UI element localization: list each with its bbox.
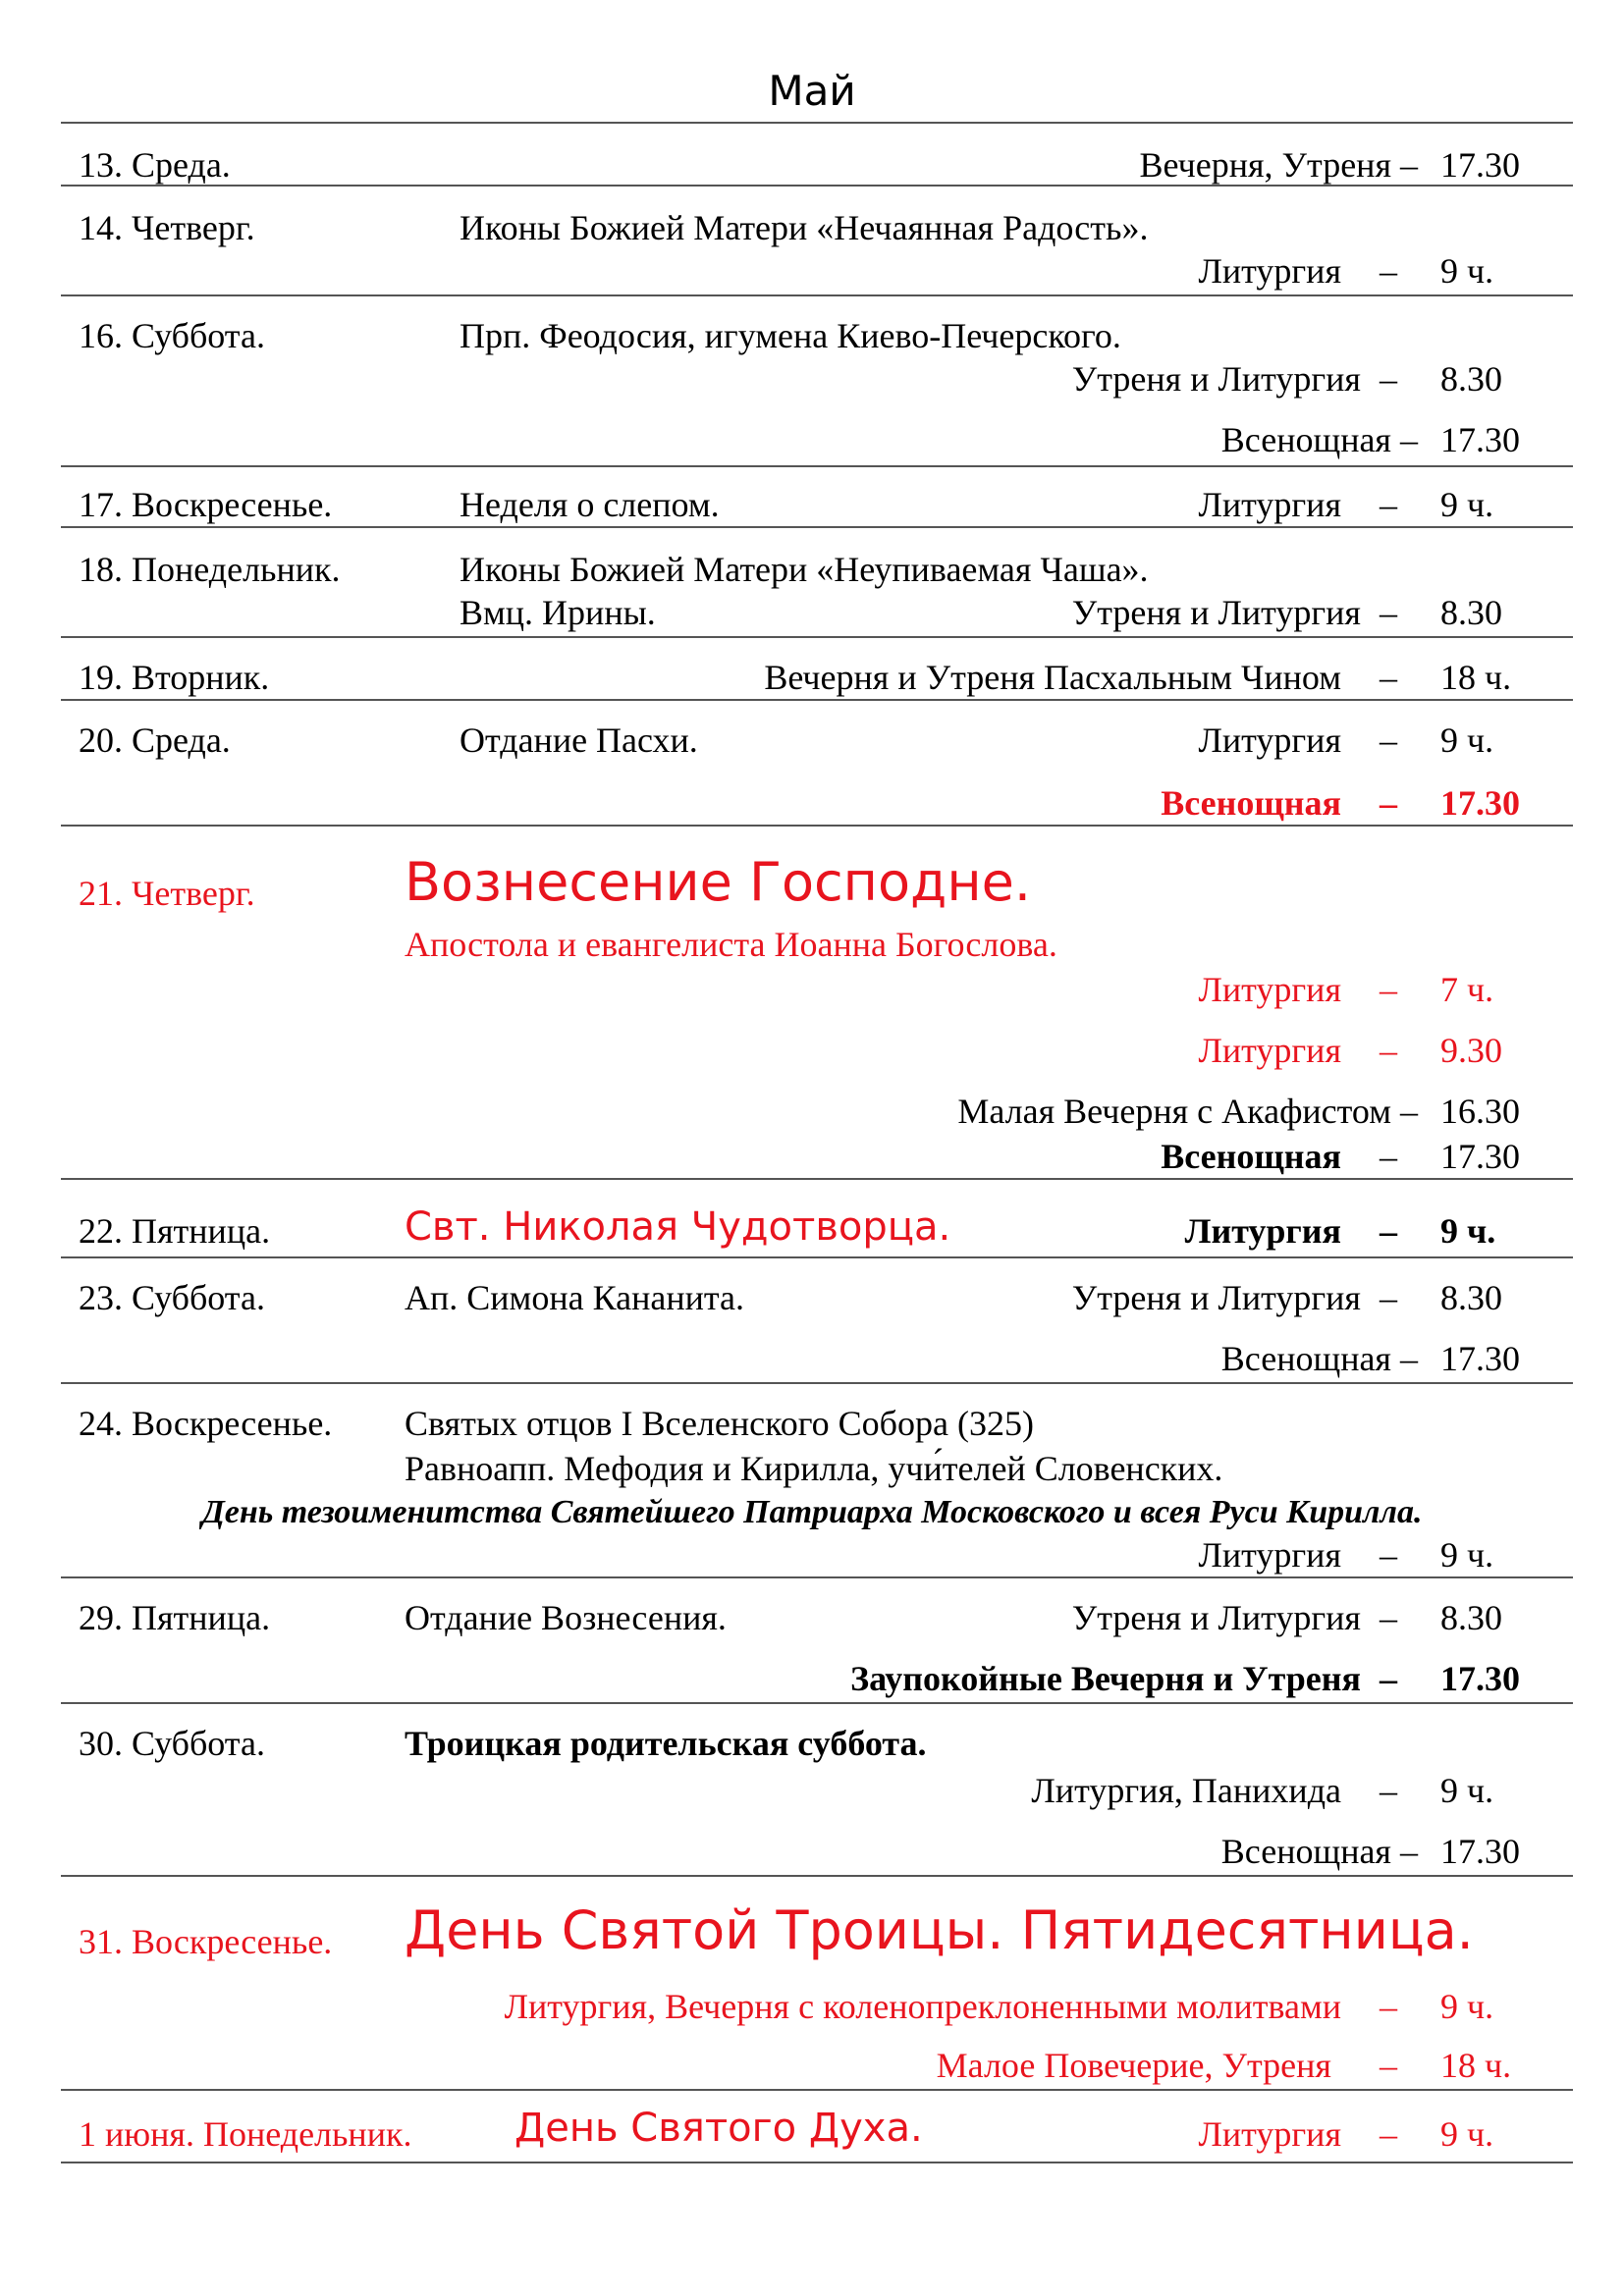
service-dash: – (1380, 485, 1397, 524)
service-label: Литургия (1184, 1211, 1341, 1251)
divider (61, 1576, 1573, 1578)
day-label: 14. Четверг. (79, 208, 255, 247)
commemoration: Иконы Божией Матери «Нечаянная Радость». (460, 208, 1149, 247)
divider (61, 294, 1573, 296)
divider (61, 526, 1573, 528)
feast-note: День тезоименитства Святейшего Патриарха Московского и всея Руси Кирилла. (201, 1494, 1423, 1530)
service-label: Литургия (1198, 1031, 1341, 1070)
service-time: 9 ч. (1440, 2114, 1494, 2154)
day-label: 21. Четверг. (79, 874, 255, 913)
commemoration-second: Равноапп. Мефодия и Кирилла, учи́телей Словенских. (405, 1449, 1223, 1488)
service-label: Литургия (1198, 1535, 1341, 1575)
service-dash: – (1380, 1278, 1397, 1317)
commemoration: Святых отцов I Вселенского Собора (325) (405, 1404, 1034, 1443)
service-time: 17.30 (1440, 1832, 1520, 1871)
service-label: Литургия (1198, 251, 1341, 291)
service-time: 17.30 (1440, 783, 1520, 823)
service-time: 18 ч. (1440, 658, 1512, 697)
feast-title: День Святого Духа. (514, 2106, 923, 2151)
divider (61, 636, 1573, 638)
service-dash: – (1380, 359, 1397, 399)
day-label: 18. Понедельник. (79, 550, 341, 589)
month-title: Май (768, 67, 856, 115)
service-label: Литургия (1198, 485, 1341, 524)
service-label: Вечерня, Утреня – (1139, 145, 1418, 185)
commemoration-second: Вмц. Ирины. (460, 593, 656, 632)
service-label: Утреня и Литургия (1071, 593, 1361, 632)
service-label: Утреня и Литургия (1071, 1278, 1361, 1317)
service-dash: – (1380, 970, 1397, 1009)
day-label: 16. Суббота. (79, 316, 265, 355)
service-label: Заупокойные Вечерня и Утреня (850, 1659, 1361, 1698)
service-label: Литургия, Вечерня с коленопреклоненными молитвами (504, 1987, 1341, 2026)
service-time: 17.30 (1440, 1137, 1520, 1176)
commemoration: Троицкая родительская суббота. (405, 1724, 927, 1763)
service-label: Литургия, Панихида (1031, 1771, 1341, 1810)
service-dash: – (1380, 658, 1397, 697)
divider (61, 185, 1573, 187)
service-label: Всенощная (1161, 1137, 1341, 1176)
commemoration: Ап. Симона Кананита. (405, 1278, 745, 1317)
divider (61, 465, 1573, 467)
service-time: 9 ч. (1440, 1535, 1494, 1575)
service-dash: – (1380, 1031, 1397, 1070)
divider (61, 1382, 1573, 1384)
service-dash: – (1380, 2114, 1397, 2154)
service-time: 9 ч. (1440, 485, 1494, 524)
service-label: Вечерня и Утреня Пасхальным Чином (764, 658, 1341, 697)
commemoration: Неделя о слепом. (460, 485, 720, 524)
service-label: Малая Вечерня с Акафистом – (957, 1092, 1418, 1131)
service-label: Всенощная (1161, 783, 1341, 823)
service-time: 9 ч. (1440, 251, 1494, 291)
commemoration: Иконы Божией Матери «Неупиваемая Чаша». (460, 550, 1149, 589)
service-time: 9 ч. (1440, 721, 1494, 760)
service-dash: – (1380, 1987, 1397, 2026)
divider (61, 825, 1573, 827)
feast-title: Вознесение Господне. (405, 851, 1032, 913)
service-label: Утреня и Литургия (1071, 1598, 1361, 1637)
day-label: 29. Пятница. (79, 1598, 271, 1637)
service-time: 16.30 (1440, 1092, 1520, 1131)
service-dash: – (1380, 1211, 1397, 1251)
divider (61, 1875, 1573, 1877)
service-dash: – (1380, 1771, 1397, 1810)
service-time: 17.30 (1440, 145, 1520, 185)
service-label: Утреня и Литургия (1071, 359, 1361, 399)
service-label: Всенощная – (1220, 420, 1418, 459)
divider (61, 1256, 1573, 1258)
service-dash: – (1380, 2046, 1397, 2085)
divider (61, 122, 1573, 124)
service-label: Всенощная – (1220, 1339, 1418, 1378)
day-label: 17. Воскресенье. (79, 485, 333, 524)
service-dash: – (1380, 783, 1397, 823)
day-label: 22. Пятница. (79, 1211, 271, 1251)
service-dash: – (1380, 721, 1397, 760)
service-time: 8.30 (1440, 1278, 1502, 1317)
service-label: Малое Повечерие, Утреня (936, 2046, 1331, 2085)
service-time: 7 ч. (1440, 970, 1494, 1009)
service-dash: – (1380, 1137, 1397, 1176)
divider (61, 2162, 1573, 2163)
service-time: 8.30 (1440, 359, 1502, 399)
day-label: 13. Среда. (79, 145, 231, 185)
service-label: Литургия (1198, 970, 1341, 1009)
day-label: 30. Суббота. (79, 1724, 265, 1763)
service-time: 18 ч. (1440, 2046, 1512, 2085)
divider (61, 1702, 1573, 1704)
divider (61, 1178, 1573, 1180)
day-label: 20. Среда. (79, 721, 231, 760)
service-time: 9.30 (1440, 1031, 1502, 1070)
service-dash: – (1380, 1659, 1397, 1698)
day-label: 31. Воскресенье. (79, 1922, 333, 1961)
service-time: 8.30 (1440, 593, 1502, 632)
divider (61, 699, 1573, 701)
day-label: 24. Воскресенье. (79, 1404, 333, 1443)
service-label: Литургия (1198, 721, 1341, 760)
commemoration: Отдание Пасхи. (460, 721, 698, 760)
day-label: 23. Суббота. (79, 1278, 265, 1317)
service-time: 9 ч. (1440, 1987, 1494, 2026)
divider (61, 2089, 1573, 2091)
service-time: 17.30 (1440, 1339, 1520, 1378)
service-dash: – (1380, 1598, 1397, 1637)
service-label: Литургия (1198, 2114, 1341, 2154)
feast-title: Свт. Николая Чудотворца. (405, 1204, 951, 1250)
day-label: 1 июня. Понедельник. (79, 2114, 412, 2154)
service-time: 17.30 (1440, 1659, 1520, 1698)
service-dash: – (1380, 593, 1397, 632)
service-dash: – (1380, 251, 1397, 291)
service-time: 9 ч. (1440, 1771, 1494, 1810)
service-dash: – (1380, 1535, 1397, 1575)
service-time: 17.30 (1440, 420, 1520, 459)
day-label: 19. Вторник. (79, 658, 270, 697)
commemoration: Отдание Вознесения. (405, 1598, 727, 1637)
commemoration: Апостола и евангелиста Иоанна Богослова. (405, 925, 1057, 964)
service-time: 9 ч. (1440, 1211, 1496, 1251)
service-time: 8.30 (1440, 1598, 1502, 1637)
service-label: Всенощная – (1220, 1832, 1418, 1871)
feast-title: День Святой Троицы. Пятидесятница. (405, 1899, 1474, 1961)
commemoration: Прп. Феодосия, игумена Киево-Печерского. (460, 316, 1121, 355)
